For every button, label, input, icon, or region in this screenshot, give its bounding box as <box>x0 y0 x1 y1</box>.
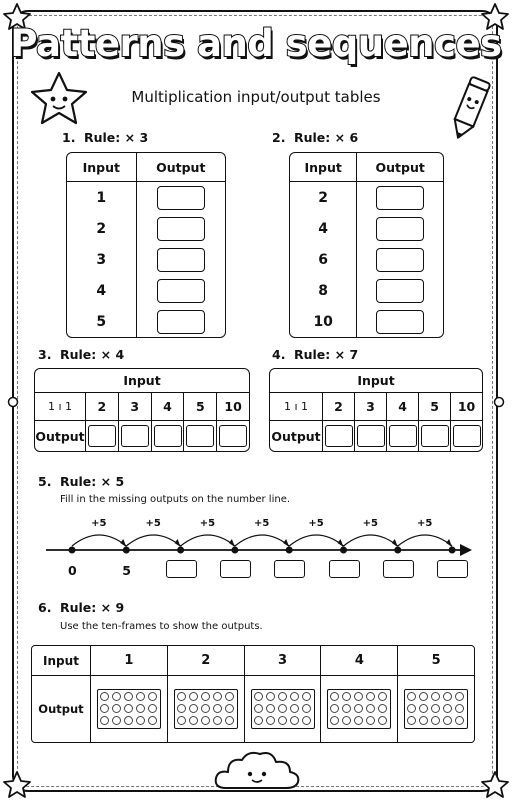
q2-number: 2. <box>272 130 286 145</box>
q4-input: 10 <box>451 393 482 421</box>
jump-arrowhead <box>338 539 344 547</box>
q5-heading <box>38 474 124 489</box>
number-line-value: 5 <box>122 563 131 578</box>
ten-frame-cell[interactable] <box>124 704 133 713</box>
q6-input: 2 <box>168 646 245 676</box>
jump-label: +5 <box>416 518 433 529</box>
q5-instruction: Fill in the missing outputs on the number line. <box>60 494 291 505</box>
number-line-answer-box[interactable] <box>274 560 305 578</box>
q2-answer-box[interactable] <box>376 248 424 272</box>
q6-rule: Rule: × 9 <box>60 600 125 615</box>
side-circle-icon <box>7 396 19 408</box>
q3-input-header: Input <box>35 369 249 393</box>
ten-frame-cell[interactable] <box>225 692 234 701</box>
ten-frame-cell[interactable] <box>124 716 133 725</box>
number-line-answer-box[interactable] <box>329 560 360 578</box>
q3-input: 3 <box>119 393 152 421</box>
q4-input: 1 ı 1 <box>270 393 323 421</box>
q3-rule: Rule: × 4 <box>60 347 125 362</box>
q4-input: 3 <box>355 393 387 421</box>
number-line-point <box>394 547 401 554</box>
ten-frame[interactable] <box>327 689 391 729</box>
q6-instruction: Use the ten-frames to show the outputs. <box>60 621 263 632</box>
jump-label: +5 <box>362 518 378 529</box>
q2-answer-box[interactable] <box>376 310 424 334</box>
q4-input: 5 <box>419 393 451 421</box>
q4-input-header: Input <box>270 369 482 393</box>
ten-frame-cell[interactable] <box>354 692 363 701</box>
q6-input: 1 <box>91 646 168 676</box>
q4-input: 2 <box>323 393 355 421</box>
ten-frame-cell[interactable] <box>189 716 198 725</box>
q5-rule: Rule: × 5 <box>60 474 125 489</box>
q1-output-header: Output <box>137 153 225 182</box>
page-subtitle: Multiplication input/output tables <box>131 88 381 106</box>
ten-frame-cell[interactable] <box>290 692 299 701</box>
number-line-point <box>123 547 130 554</box>
jump-arc <box>181 535 235 546</box>
q6-input: 4 <box>321 646 398 676</box>
q1-answer-box[interactable] <box>157 248 205 272</box>
q6-heading <box>38 600 124 615</box>
q3-input: 2 <box>86 393 119 421</box>
ten-frame-cell[interactable] <box>201 692 210 701</box>
ten-frame-cell[interactable] <box>431 692 440 701</box>
q1-number: 1. <box>62 130 76 145</box>
q4-input: 4 <box>387 393 419 421</box>
q1-answer-box[interactable] <box>157 217 205 241</box>
pencil-icon <box>446 72 494 144</box>
corner-star-icon <box>480 770 510 800</box>
jump-arc <box>126 535 180 546</box>
q6-number: 6. <box>38 600 52 615</box>
ten-frame-cell[interactable] <box>302 692 311 701</box>
q3-answer-box[interactable] <box>219 425 247 447</box>
q3-heading <box>38 347 124 362</box>
q4-answer-box[interactable] <box>421 425 449 447</box>
q4-output-label: Output <box>270 421 323 451</box>
ten-frame-cell[interactable] <box>278 716 287 725</box>
ten-frame-cell[interactable] <box>278 704 287 713</box>
ten-frame-cell[interactable] <box>100 692 109 701</box>
ten-frame-cell[interactable] <box>124 692 133 701</box>
ten-frame-cell[interactable] <box>407 704 416 713</box>
ten-frame-cell[interactable] <box>177 692 186 701</box>
number-line-point <box>177 547 184 554</box>
ten-frame-cell[interactable] <box>290 716 299 725</box>
q3-input: 1 ı 1 <box>35 393 86 421</box>
q1-input: 4 <box>67 275 137 306</box>
ten-frame-cell[interactable] <box>225 716 234 725</box>
star-icon <box>28 70 90 126</box>
ten-frame-cell[interactable] <box>136 704 145 713</box>
ten-frame-cell[interactable] <box>302 704 311 713</box>
ten-frame-cell[interactable] <box>189 704 198 713</box>
q2-input-header: Input <box>290 153 357 182</box>
q1-input: 5 <box>67 306 137 337</box>
ten-frame-cell[interactable] <box>366 704 375 713</box>
jump-label: +5 <box>308 518 324 529</box>
q2-input: 4 <box>290 213 357 244</box>
ten-frame[interactable] <box>97 689 161 729</box>
number-line-answer-box[interactable] <box>220 560 251 578</box>
ten-frame-cell[interactable] <box>148 692 157 701</box>
ten-frame-cell[interactable] <box>366 692 375 701</box>
jump-arrowhead <box>283 539 289 547</box>
jump-arc <box>344 535 398 546</box>
jump-arc <box>235 535 289 546</box>
ten-frame-cell[interactable] <box>407 692 416 701</box>
ten-frame-cell[interactable] <box>225 704 234 713</box>
q1-answer-box[interactable] <box>157 186 205 210</box>
q2-input: 8 <box>290 275 357 306</box>
q6-output-label: Output <box>32 676 91 742</box>
ten-frame-cell[interactable] <box>112 716 121 725</box>
ten-frame-cell[interactable] <box>148 716 157 725</box>
number-line-point <box>286 547 293 554</box>
ten-frame-cell[interactable] <box>407 716 416 725</box>
ten-frame-cell[interactable] <box>354 716 363 725</box>
q4-number: 4. <box>272 347 286 362</box>
ten-frame-cell[interactable] <box>201 716 210 725</box>
jump-arc <box>289 535 343 546</box>
q2-table <box>289 152 444 338</box>
q1-input: 1 <box>67 182 137 213</box>
q1-input: 2 <box>67 213 137 244</box>
q1-rule: Rule: × 3 <box>84 130 149 145</box>
ten-frame-cell[interactable] <box>455 692 464 701</box>
ten-frame-cell[interactable] <box>254 692 263 701</box>
ten-frame-cell[interactable] <box>419 704 428 713</box>
ten-frame-cell[interactable] <box>266 692 275 701</box>
q1-input-header: Input <box>67 153 137 182</box>
ten-frame-cell[interactable] <box>431 704 440 713</box>
ten-frame-cell[interactable] <box>342 716 351 725</box>
number-line-value: 0 <box>68 563 77 578</box>
jump-arc <box>72 535 126 546</box>
q1-table <box>66 152 226 338</box>
jump-arrowhead <box>120 539 126 547</box>
ten-frame[interactable] <box>251 689 315 729</box>
q1-answer-box[interactable] <box>157 279 205 303</box>
ten-frame-cell[interactable] <box>443 692 452 701</box>
ten-frame-cell[interactable] <box>189 692 198 701</box>
jump-label: +5 <box>199 518 216 529</box>
q6-input-label: Input <box>32 646 91 676</box>
number-line-answer-box[interactable] <box>166 560 197 578</box>
ten-frame-cell[interactable] <box>148 704 157 713</box>
number-line-point <box>69 547 76 554</box>
ten-frame[interactable] <box>404 689 468 729</box>
q4-answer-box[interactable] <box>453 425 481 447</box>
jump-label: +5 <box>145 518 161 529</box>
ten-frame-cell[interactable] <box>100 704 109 713</box>
q4-rule: Rule: × 7 <box>294 347 359 362</box>
ten-frame-cell[interactable] <box>330 692 339 701</box>
side-circle-icon <box>493 396 505 408</box>
ten-frame-cell[interactable] <box>112 692 121 701</box>
cloud-icon <box>212 748 302 792</box>
ten-frame-cell[interactable] <box>443 716 452 725</box>
ten-frame-cell[interactable] <box>213 716 222 725</box>
ten-frame-cell[interactable] <box>378 692 387 701</box>
q2-input: 6 <box>290 244 357 275</box>
q3-input: 4 <box>152 393 185 421</box>
ten-frame-cell[interactable] <box>290 704 299 713</box>
ten-frame-cell[interactable] <box>254 704 263 713</box>
ten-frame-cell[interactable] <box>278 692 287 701</box>
q6-input: 5 <box>398 646 474 676</box>
ten-frame-cell[interactable] <box>213 692 222 701</box>
q4-answer-box[interactable] <box>325 425 353 447</box>
ten-frame-cell[interactable] <box>266 704 275 713</box>
number-line-answer-box[interactable] <box>383 560 414 578</box>
q5-number: 5. <box>38 474 52 489</box>
q3-input: 5 <box>184 393 217 421</box>
q2-heading <box>272 130 358 145</box>
jump-arrowhead <box>446 539 452 547</box>
q6-table <box>31 645 475 743</box>
ten-frame-cell[interactable] <box>302 716 311 725</box>
jump-arrowhead <box>392 539 398 547</box>
q1-input: 3 <box>67 244 137 275</box>
jump-arrowhead <box>229 539 235 547</box>
ten-frame-cell[interactable] <box>419 692 428 701</box>
q2-input: 10 <box>290 306 357 337</box>
q3-answer-box[interactable] <box>154 425 182 447</box>
jump-label: +5 <box>91 518 107 529</box>
q2-rule: Rule: × 6 <box>294 130 359 145</box>
q3-number: 3. <box>38 347 52 362</box>
number-line-answer-box[interactable] <box>437 560 468 578</box>
number-line-point <box>340 547 347 554</box>
q3-output-label: Output <box>35 421 86 451</box>
q3-answer-box[interactable] <box>121 425 149 447</box>
ten-frame-cell[interactable] <box>330 716 339 725</box>
ten-frame-cell[interactable] <box>342 692 351 701</box>
ten-frame-cell[interactable] <box>342 704 351 713</box>
ten-frame-cell[interactable] <box>254 716 263 725</box>
q4-heading <box>272 347 358 362</box>
ten-frame-cell[interactable] <box>177 704 186 713</box>
q3-input: 10 <box>217 393 249 421</box>
ten-frame-cell[interactable] <box>136 692 145 701</box>
ten-frame-cell[interactable] <box>366 716 375 725</box>
page-title: Patterns and sequences <box>10 22 502 65</box>
ten-frame-cell[interactable] <box>431 716 440 725</box>
ten-frame-cell[interactable] <box>136 716 145 725</box>
ten-frame-cell[interactable] <box>419 716 428 725</box>
q2-input: 2 <box>290 182 357 213</box>
q1-answer-box[interactable] <box>157 310 205 334</box>
ten-frame-cell[interactable] <box>112 704 121 713</box>
ten-frame-cell[interactable] <box>455 704 464 713</box>
ten-frame-cell[interactable] <box>100 716 109 725</box>
q2-answer-box[interactable] <box>376 279 424 303</box>
q2-answer-box[interactable] <box>376 217 424 241</box>
q3-answer-box[interactable] <box>186 425 214 447</box>
q2-output-header: Output <box>357 153 443 182</box>
ten-frame-cell[interactable] <box>378 716 387 725</box>
ten-frame-cell[interactable] <box>330 704 339 713</box>
jump-arc <box>398 535 452 546</box>
corner-star-icon <box>2 770 32 800</box>
ten-frame-cell[interactable] <box>354 704 363 713</box>
ten-frame[interactable] <box>174 689 238 729</box>
jump-arrowhead <box>175 539 181 547</box>
q3-answer-box[interactable] <box>88 425 116 447</box>
q2-answer-box[interactable] <box>376 186 424 210</box>
q6-input: 3 <box>245 646 322 676</box>
ten-frame-cell[interactable] <box>177 716 186 725</box>
number-line-point <box>231 547 238 554</box>
q1-heading <box>62 130 148 145</box>
jump-label: +5 <box>254 518 270 529</box>
ten-frame-cell[interactable] <box>201 704 210 713</box>
ten-frame-cell[interactable] <box>455 716 464 725</box>
q4-table <box>269 368 483 452</box>
number-line-point <box>449 547 456 554</box>
ten-frame-cell[interactable] <box>266 716 275 725</box>
ten-frame-cell[interactable] <box>213 704 222 713</box>
ten-frame-cell[interactable] <box>378 704 387 713</box>
q4-answer-box[interactable] <box>389 425 417 447</box>
q3-table <box>34 368 250 452</box>
ten-frame-cell[interactable] <box>443 704 452 713</box>
q4-answer-box[interactable] <box>357 425 385 447</box>
